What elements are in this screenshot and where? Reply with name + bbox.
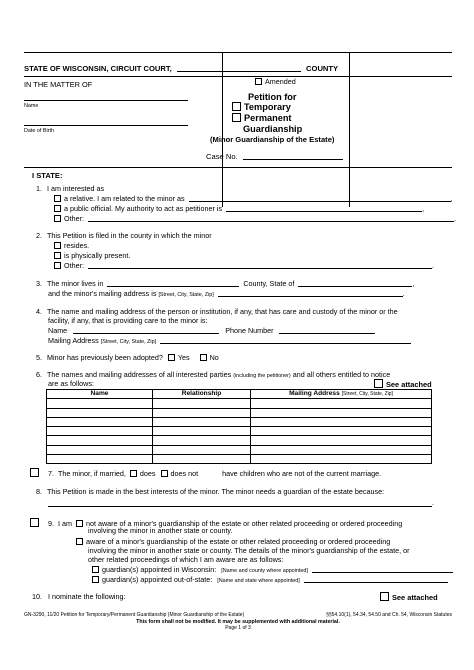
q3-line1-b: County, State of (243, 279, 295, 288)
footer-statutes: §§54.10(1), 54.34, 54.50 and Ch. 54, Wisconsin Statutes (326, 612, 452, 618)
q4-phone-label: Phone Number (225, 326, 274, 335)
q9-opt-a1: not aware of a minor's guardianship of the estate or other related proceeding or ordered proceeding (85, 519, 403, 528)
name-cell[interactable] (47, 427, 153, 436)
q5-yes-label: Yes (177, 353, 190, 362)
q9-wi-hint: [Name and county where appointed] (221, 568, 308, 574)
name-label: Name (24, 103, 39, 109)
q3-num: 3. (36, 279, 42, 288)
amended-label: Amended (265, 77, 296, 86)
county-label: COUNTY (306, 64, 339, 73)
q8-text: This Petition is made in the best interests of the minor. The minor needs a guardian of the estate because: (47, 487, 385, 496)
q1-intro: I am interested as (47, 184, 105, 193)
q9-wi-row (92, 566, 453, 574)
table-header-row (47, 390, 432, 399)
section-rule (24, 167, 452, 168)
petition-for: Petition for (248, 92, 297, 102)
q1-other-field[interactable] (88, 215, 454, 222)
address-cell[interactable] (251, 417, 432, 426)
address-cell[interactable] (251, 455, 432, 464)
col-address-header (251, 390, 432, 399)
q4-hint: [Street, City, State, Zip] (100, 339, 157, 345)
name-cell[interactable] (47, 445, 153, 454)
q7-num: 7. (48, 469, 54, 478)
q1-authority-field[interactable] (226, 205, 422, 212)
q6-see-attached-checkbox[interactable] (374, 379, 383, 388)
right-margin-rule (349, 52, 350, 207)
dob-line[interactable] (24, 125, 188, 126)
q5-row (36, 354, 219, 362)
relationship-cell[interactable] (153, 427, 251, 436)
header-rule (24, 76, 452, 77)
q4-mail-row (48, 337, 411, 345)
q9-opt-a2: involving the minor in another state or county. (88, 526, 233, 535)
q2-opt-a-row (54, 242, 89, 250)
amended-row (255, 78, 296, 86)
q4-name-field[interactable] (73, 327, 219, 334)
case-no-field[interactable] (243, 153, 343, 160)
q8-num: 8. (36, 487, 42, 496)
q1-opt-a: a relative. I am related to the minor as (64, 194, 185, 203)
q9-aware-checkbox[interactable] (76, 538, 83, 545)
relationship-cell[interactable] (153, 455, 251, 464)
q6-see-attached-row (374, 379, 432, 390)
q4-mail-label: Mailing Address (48, 336, 99, 345)
q9-out-label: guardian(s) appointed out-of-state: (102, 575, 213, 584)
permanent-label: Permanent (244, 113, 292, 123)
q7-text-a: The minor, if married, (58, 469, 126, 478)
q3-line2: and the minor's mailing address is [Street, City, State, Zip] . (48, 289, 405, 298)
in-the-matter-of: IN THE MATTER OF (24, 80, 93, 89)
relationship-cell[interactable] (153, 436, 251, 445)
q7-text-b: have children who are not of the current marriage. (222, 469, 382, 478)
q2-intro: This Petition is filed in the county in which the minor (47, 231, 212, 240)
q5-text: Minor has previously been adopted? (47, 353, 163, 362)
q9-checkbox[interactable] (30, 518, 39, 527)
q3-county-field[interactable] (107, 280, 239, 287)
footer-form-id: GN-3290, 11/20 Petition for Temporary/Permanent Guardianship (Minor Guardianship of the Estate) (24, 612, 245, 618)
q3-line1-a: The minor lives in (47, 279, 104, 288)
q10-text: I nominate the following: (48, 592, 126, 601)
q1-intro-row (36, 185, 104, 193)
subtitle: (Minor Guardianship of the Estate) (210, 135, 335, 144)
parties-table-body (47, 399, 432, 464)
q3-line1: 3. The minor lives in County, State of , (36, 279, 415, 288)
q2-intro-row (36, 232, 212, 240)
q6-note: (including the petitioner) (233, 373, 291, 379)
i-state-heading: I STATE: (32, 171, 63, 180)
q4-line2: facility, if any, that is providing care to the minor is: (48, 316, 208, 325)
footer-page: Page 1 of 3 (225, 625, 251, 631)
q8-reason-line[interactable] (48, 506, 432, 507)
q5-num: 5. (36, 353, 42, 362)
q7-does-not-checkbox[interactable] (161, 470, 168, 477)
court-title: STATE OF WISCONSIN, CIRCUIT COURT, (24, 64, 172, 73)
name-cell[interactable] (47, 408, 153, 417)
q9-num: 9. (48, 519, 54, 528)
q9-wi-checkbox[interactable] (92, 566, 99, 573)
q5-no-checkbox[interactable] (200, 354, 207, 361)
q1-num: 1. (36, 184, 42, 193)
q2-num: 2. (36, 231, 42, 240)
name-cell[interactable] (47, 455, 153, 464)
temporary-label: Temporary (244, 102, 291, 112)
table-row (47, 399, 432, 408)
q1-relative-checkbox[interactable] (54, 195, 61, 202)
relationship-cell[interactable] (153, 399, 251, 408)
address-cell[interactable] (251, 427, 432, 436)
county-field[interactable] (177, 65, 301, 72)
q3-hint: [Street, City, State, Zip] (158, 292, 214, 298)
q1-opt-c-row: Other: . (54, 215, 456, 223)
q1-opt-b-row: a public official. My authority to act as petitioner is , (54, 205, 424, 213)
q4-line1-text: The name and mailing address of the person or institution, if any, that has care and custody of the minor or the (47, 307, 398, 316)
q7-does-checkbox[interactable] (130, 470, 137, 477)
q2-opt-b: is physically present. (64, 251, 131, 260)
q2-opt-a: resides. (64, 241, 90, 250)
q9-out-hint: [Name and state where appointed] (217, 578, 300, 584)
q6-line1-a: The names and mailing addresses of all interested parties (47, 370, 232, 379)
q9-not-aware-checkbox[interactable] (76, 520, 83, 527)
name-cell[interactable] (47, 436, 153, 445)
q2-other-field[interactable] (88, 262, 432, 269)
q9-i-am: I am (58, 519, 72, 528)
header-divider (222, 52, 223, 207)
table-row (47, 436, 432, 445)
q4-num: 4. (36, 307, 42, 316)
table-row (47, 417, 432, 426)
relationship-cell[interactable] (153, 408, 251, 417)
q1-opt-c: Other: (64, 214, 84, 223)
q2-opt-c: Other: (64, 261, 84, 270)
address-cell[interactable] (251, 408, 432, 417)
top-rule (24, 52, 452, 53)
q3-state-field[interactable] (298, 280, 412, 287)
q10-row (32, 593, 126, 601)
relationship-cell[interactable] (153, 417, 251, 426)
q6-see-attached: See attached (386, 380, 432, 389)
q9-wi-label: guardian(s) appointed in Wisconsin: (102, 565, 217, 574)
q8-period: . (432, 498, 434, 507)
q5-yes-checkbox[interactable] (168, 354, 175, 361)
q9-opt-b1: aware of a minor's guardianship of the estate or other related proceeding or ordered proceeding (86, 537, 391, 546)
q4-name-label: Name (48, 326, 68, 335)
q2-opt-b-row (54, 252, 130, 260)
footer-notice: This form shall not be modified. It may be supplemented with additional material. (136, 619, 340, 625)
name-cell[interactable] (47, 399, 153, 408)
permanent-checkbox[interactable] (232, 113, 241, 122)
q2-opt-c-row: Other: . (54, 262, 434, 270)
case-no-label: Case No. (206, 152, 238, 161)
q4-address-field[interactable] (160, 337, 411, 344)
q10-see-attached-row (380, 592, 438, 603)
q9-out-row (92, 576, 448, 584)
q7-does: does (139, 469, 156, 478)
q2-other-checkbox[interactable] (54, 262, 61, 269)
q3-address-field[interactable] (218, 290, 403, 297)
q7-checkbox[interactable] (30, 468, 39, 477)
table-row (47, 427, 432, 436)
q9-out-field[interactable] (304, 576, 448, 583)
q5-no-label: No (209, 353, 219, 362)
q9-opt-b3: other related proceedings of which I am aware are as follows: (88, 555, 284, 564)
court-title-row (24, 65, 338, 74)
table-row (47, 445, 432, 454)
col-name-header: Name (47, 390, 153, 399)
table-row (47, 455, 432, 464)
col-address-label: Mailing Address (289, 390, 340, 398)
q1-opt-b: a public official. My authority to act as petitioner is (64, 204, 223, 213)
address-cell[interactable] (251, 399, 432, 408)
temporary-checkbox[interactable] (232, 102, 241, 111)
parties-table (46, 389, 432, 464)
q9-wi-field[interactable] (312, 566, 453, 573)
col-address-hint: [Street, City, State, Zip] (341, 391, 393, 398)
q6-line1-b: and all others entitled to notice (292, 370, 391, 379)
q2-resides-checkbox[interactable] (54, 242, 61, 249)
q7-does-not: does not (170, 469, 199, 478)
guardianship-title: Guardianship (243, 124, 303, 134)
permanent-row (232, 113, 292, 124)
table-row (47, 408, 432, 417)
q6-num: 6. (36, 370, 42, 379)
q10-num: 10. (32, 592, 42, 601)
q1-official-checkbox[interactable] (54, 205, 61, 212)
relationship-cell[interactable] (153, 445, 251, 454)
amended-checkbox[interactable] (255, 78, 262, 85)
col-relationship-header: Relationship (153, 390, 251, 399)
q1-opt-a-row: a relative. I am related to the minor as , (54, 195, 453, 203)
q8-row (36, 488, 384, 496)
q3-line2-text: and the minor's mailing address is (48, 289, 157, 298)
q6-line2: are as follows: (48, 379, 94, 388)
case-no-row (206, 153, 343, 162)
temporary-row (232, 102, 291, 113)
q2-present-checkbox[interactable] (54, 252, 61, 259)
q7-row (30, 468, 381, 478)
q4-phone-field[interactable] (279, 327, 375, 334)
address-cell[interactable] (251, 436, 432, 445)
name-line[interactable] (24, 100, 188, 101)
q9-opt-b2: involving the minor in another state or county. The details of the minor's guardianship of the estate, or (88, 546, 410, 555)
address-cell[interactable] (251, 445, 432, 454)
q9-out-checkbox[interactable] (92, 576, 99, 583)
name-cell[interactable] (47, 417, 153, 426)
dob-label: Date of Birth (24, 128, 54, 134)
q1-other-checkbox[interactable] (54, 215, 61, 222)
q10-see-attached: See attached (392, 593, 438, 602)
q10-see-attached-checkbox[interactable] (380, 592, 389, 601)
q4-name-row (48, 327, 375, 335)
q1-relation-field[interactable] (189, 195, 451, 202)
